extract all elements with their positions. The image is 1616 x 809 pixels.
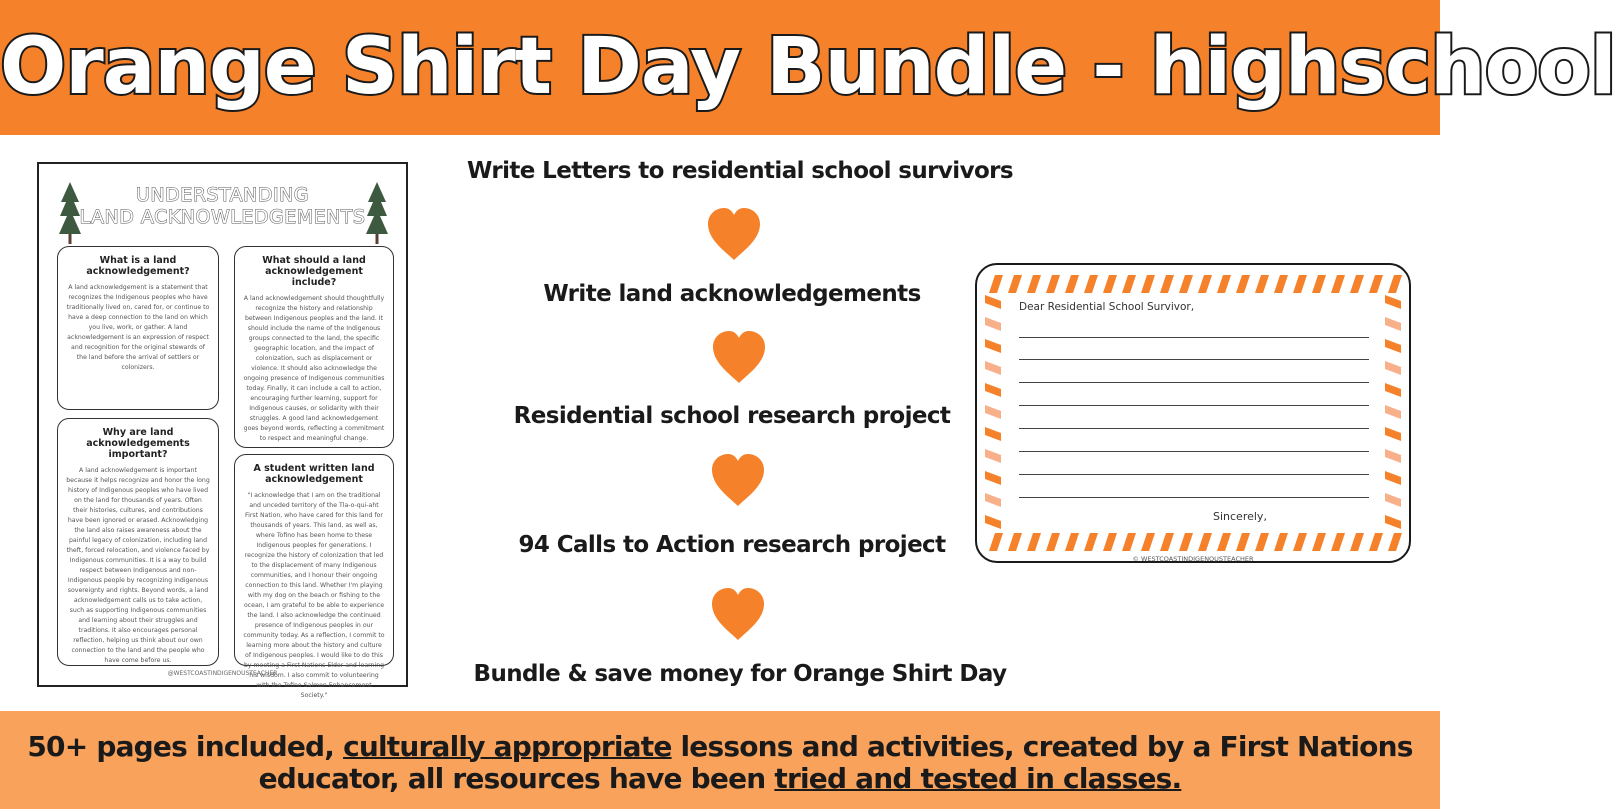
stripe [1141,275,1155,293]
box-heading: A student written land acknowledgement [253,463,375,485]
stripe [1385,361,1401,375]
stripe [1312,275,1326,293]
worksheet-title [39,184,406,228]
stripe [1255,533,1269,551]
page-title: Orange Shirt Day Bundle - highschool [0,22,1616,112]
heart-icon [704,206,764,262]
letter-template-preview [975,263,1411,563]
stripe [1179,275,1193,293]
stripe [989,275,1003,293]
stripe [1179,533,1193,551]
worksheet-box-what-is [57,246,219,410]
box-text: A land acknowledgement is a statement that recognizes the Indigenous peoples who have traditionally lived on, cared for, or continue to have a deep connection to the land on which you live, work, or gather. A land acknowledgement is an expression of respect and recognition for the original stewards of the land before the arrival of settlers or colonizers. [66,284,210,371]
stripe [1236,533,1250,551]
stripe [1122,275,1136,293]
writing-line [1019,382,1369,383]
stripe [989,533,1003,551]
letter-closing: Sincerely, [1213,510,1267,523]
stripe [1385,383,1401,397]
stripe [1084,275,1098,293]
stripe [985,493,1001,507]
stripe [1385,405,1401,419]
footer-underline-tested: tried and tested in classes. [774,762,1182,795]
stripe [985,339,1001,353]
footer-underline-culturally: culturally appropriate [343,730,672,763]
worksheet-title-line1: UNDERSTANDING [135,184,310,206]
stripe [985,405,1001,419]
stripe [985,471,1001,485]
stripe [1236,275,1250,293]
airmail-border-right [1385,295,1401,531]
stripe [1385,339,1401,353]
stripe [985,383,1001,397]
stripe [1255,275,1269,293]
stripe [1065,533,1079,551]
footer-text-part2: lessons and activities, created by a First Nations educator, all resources have been [258,730,1413,795]
feature-item: Residential school research project [513,403,951,429]
feature-item: Write land acknowledgements [543,281,921,307]
stripe [1331,533,1345,551]
worksheet-box-why-important [57,418,219,666]
stripe [1385,493,1401,507]
feature-item: Bundle & save money for Orange Shirt Day [473,661,1007,687]
heart-icon [708,452,768,508]
box-text: A land acknowledgement is important because it helps recognize and honor the long history of Indigenous peoples who have lived on the land for thousands of years. Often their histories, cultures, and contributions have been ignored or erased. Acknowledging the land also raises awareness about the painful legacy of colonization, including land theft, forced relocation, and violence faced by Indigenous communities. It is a way to build respect between Indigenous and non-Indigenous people by recognizing Indigenous sovereignty and rights. Beyond words, a land acknowledgement calls us to take action, such as supporting Indigenous communities and learning about their struggles and traditions. It also encourages personal reflection, helping us think about our own connection to the land and the people who have come before us. [66,467,210,664]
stripe [1385,295,1401,309]
stripe [1084,533,1098,551]
worksheet-preview [37,162,408,699]
stripe [985,449,1001,463]
letter-salutation: Dear Residential School Survivor, [1019,301,1195,313]
writing-line [1019,359,1369,360]
stripe [1385,317,1401,331]
footer-description [0,731,1440,795]
airmail-border-top [989,275,1399,293]
worksheet-title-line2: LAND ACKNOWLEDGEMENTS [79,206,366,228]
writing-line [1019,428,1369,429]
stripe [1293,275,1307,293]
stripe [1027,533,1041,551]
stripe [1312,533,1326,551]
stripe [1385,449,1401,463]
stripe [1385,515,1401,529]
stripe [1274,275,1288,293]
stripe [1065,275,1079,293]
stripe [1027,275,1041,293]
stripe [1274,533,1288,551]
box-text: A land acknowledgement should thoughtfully recognize the history and relationship between Indigenous peoples and the land. It should include the name of the Indigenous groups connected to the land, the specific geographic location, and the impact of colonization, such as displacement or violence. It should also acknowledge the ongoing presence of Indigenous communities today. Finally, it can include a call to action, encouraging further learning, support for Indigenous causes, or solidarity with their struggles. A good land acknowledgement goes beyond words, reflecting a commitment to respect and meaningful change. [243,295,385,442]
writing-line [1019,451,1369,452]
worksheet-box-what-include [234,246,394,448]
stripe [1293,533,1307,551]
worksheet-footer: @WESTCOASTINDIGENOUSTEACHER [167,670,278,677]
airmail-border-bottom [989,533,1399,551]
worksheet-box-student-example [234,454,394,699]
airmail-border-left [985,295,1001,531]
footer-text-part1: 50+ pages included, [27,730,344,763]
footer-banner [0,711,1440,809]
box-heading: What should a land acknowledgement include? [262,255,366,288]
stripe [1103,533,1117,551]
stripe [985,361,1001,375]
header-banner [0,0,1616,135]
stripe [985,427,1001,441]
box-heading: Why are land acknowledgements important? [86,427,190,460]
stripe [1198,275,1212,293]
stripe [1141,533,1155,551]
writing-line [1019,405,1369,406]
writing-line [1019,337,1369,338]
stripe [1160,275,1174,293]
stripe [1046,533,1060,551]
writing-line [1019,497,1369,498]
box-text: "I acknowledge that I am on the traditional and unceded territory of the Tla-o-qui-aht First Nation, who have cared for this land for thousands of years. This land, as well as, where Tofino has been home to these Indigenous peoples for generations. I recognize the history of colonization that led to the displacement of many Indigenous communities, and I honour their ongoing connection to this land. Whether I'm playing with my dog on the beach or fishing to the ocean, I am grateful to be able to experience the land. I also acknowledge the continued presence of Indigenous peoples in our community today. As a reflection, I commit to learning more about the history and culture of Indigenous peoples. I would like to do this by meeting a First Nations Elder and learning his wisdom. I also commit to volunteering with the Tofino Salmon Enhancement Society." [243,492,385,699]
feature-item: 94 Calls to Action research project [518,532,946,558]
stripe [1388,533,1402,551]
stripe [1388,275,1402,293]
box-heading: What is a land acknowledgement? [86,255,190,277]
letter-credit: © WESTCOASTINDIGENOUSTEACHER [1132,555,1254,563]
stripe [1350,533,1364,551]
heart-icon [709,329,769,385]
stripe [1198,533,1212,551]
stripe [1369,275,1383,293]
stripe [985,317,1001,331]
stripe [1103,275,1117,293]
writing-line [1019,474,1369,475]
stripe [1385,427,1401,441]
stripe [1385,471,1401,485]
stripe [985,295,1001,309]
stripe [1046,275,1060,293]
stripe [1008,533,1022,551]
stripe [1122,533,1136,551]
stripe [1008,275,1022,293]
feature-item: Write Letters to residential school survivors [466,158,1014,184]
stripe [1217,533,1231,551]
stripe [1160,533,1174,551]
stripe [1331,275,1345,293]
heart-icon [708,586,768,642]
stripe [1217,275,1231,293]
stripe [1350,275,1364,293]
stripe [1369,533,1383,551]
stripe [985,515,1001,529]
